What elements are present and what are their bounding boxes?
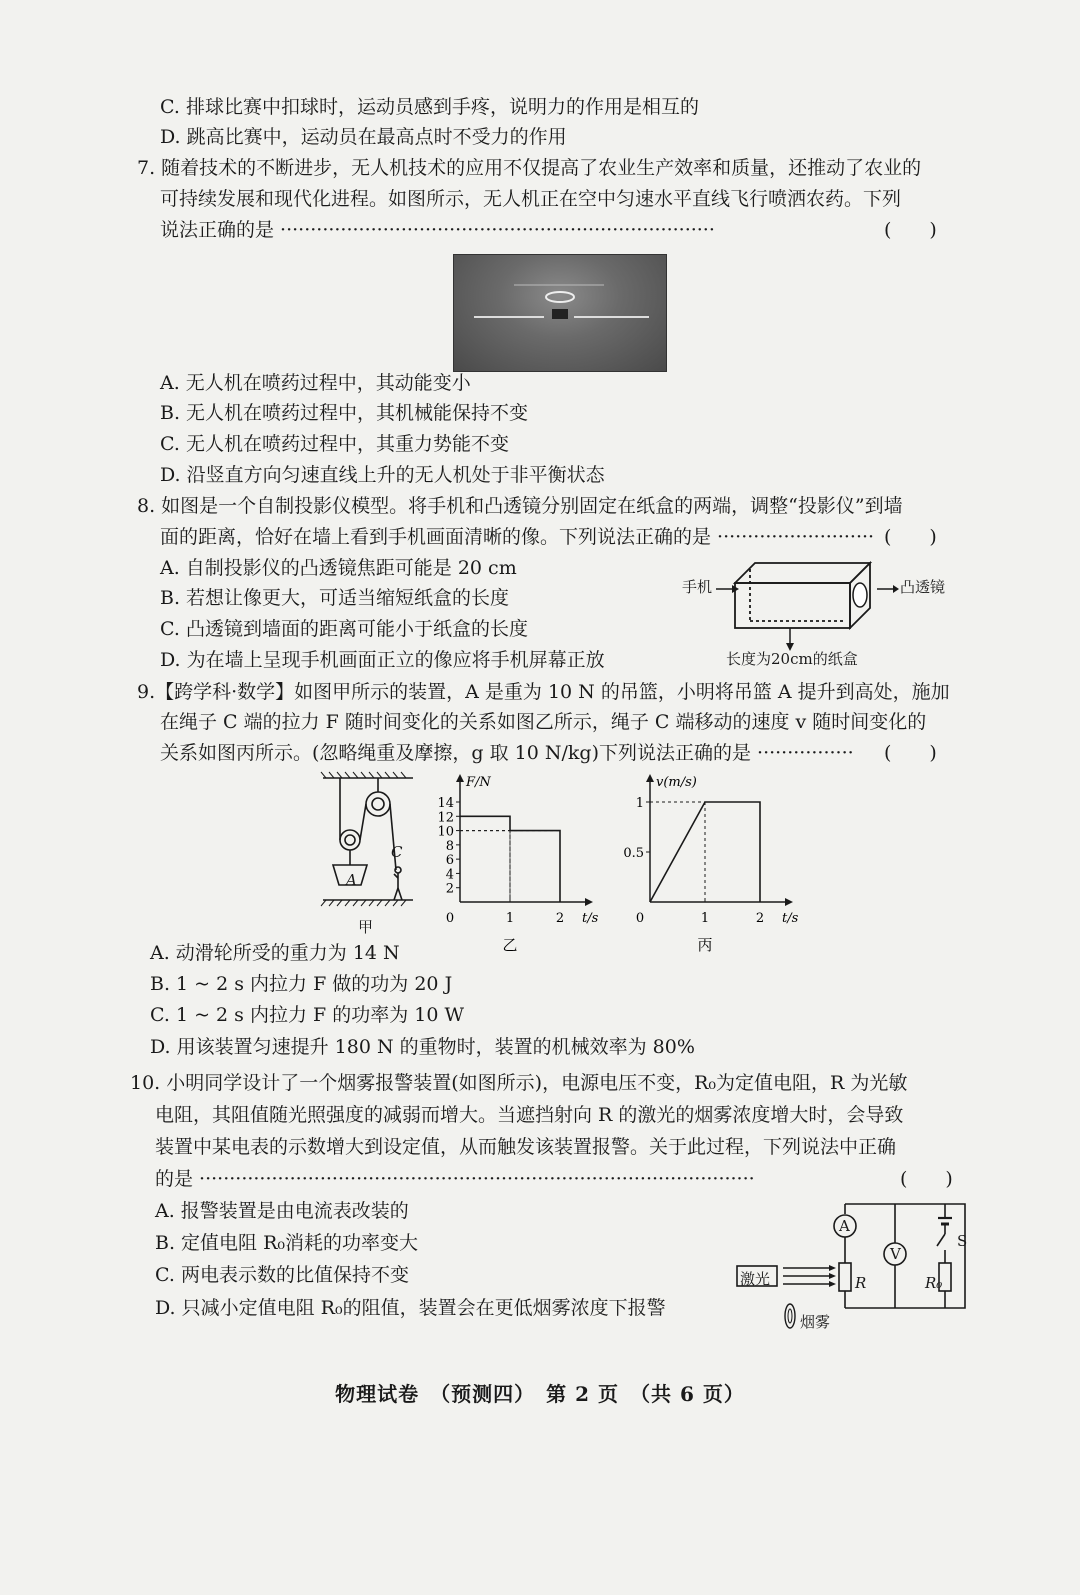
x-axis-label: t/s bbox=[582, 911, 599, 926]
q8-answer-bracket: ( ) bbox=[884, 526, 937, 548]
x-tick-label: 2 bbox=[755, 911, 765, 926]
smoke-label: 烟雾 bbox=[800, 1313, 831, 1331]
ammeter-label: A bbox=[839, 1217, 850, 1235]
velocity-time-chart bbox=[615, 770, 810, 954]
y-tick-label: 4 bbox=[445, 867, 454, 883]
q10-answer-bracket: ( ) bbox=[900, 1168, 953, 1190]
q7-option-a: A. 无人机在喷药过程中，其动能变小 bbox=[160, 372, 471, 394]
y-tick-label: 6 bbox=[445, 853, 454, 869]
phone-label: 手机 bbox=[682, 578, 713, 596]
x-axis-label: t/s bbox=[782, 911, 799, 926]
x-tick-label: 1 bbox=[700, 911, 710, 926]
box-caption: 长度为20cm的纸盒 bbox=[726, 650, 858, 668]
projector-box-figure bbox=[725, 555, 875, 655]
y-axis-arrow bbox=[456, 774, 464, 782]
q7-option-d: D. 沿竖直方向匀速直线上升的无人机处于非平衡状态 bbox=[160, 464, 605, 486]
q10-option-b: B. 定值电阻 R₀消耗的功率变大 bbox=[155, 1232, 419, 1254]
q7-answer-bracket: ( ) bbox=[884, 219, 937, 241]
q10-stem-line3: 装置中某电表的示数增大到设定值，从而触发该装置报警。关于此过程，下列说法中正确 bbox=[155, 1136, 897, 1158]
q10-stem-line4: 的是 ···························································································· bbox=[155, 1168, 755, 1190]
x-tick-label: 2 bbox=[555, 911, 565, 926]
x-tick-label: 0 bbox=[635, 911, 645, 926]
q9-option-c: C. 1 ~ 2 s 内拉力 F 的功率为 10 W bbox=[150, 1004, 464, 1026]
y-tick-label: 0.5 bbox=[623, 846, 644, 861]
pulley-system-figure bbox=[318, 770, 418, 915]
q10-stem-line1: 10. 小明同学设计了一个烟雾报警装置(如图所示)，电源电压不变，R₀为定值电阻，R 为光敏 bbox=[130, 1072, 908, 1094]
switch-label: S bbox=[957, 1232, 968, 1250]
smoke-alarm-circuit bbox=[735, 1188, 975, 1338]
resistor-r-label: R bbox=[855, 1274, 867, 1292]
y-tick-label: 14 bbox=[437, 796, 454, 811]
q7-option-c: C. 无人机在喷药过程中，其重力势能不变 bbox=[160, 433, 509, 455]
voltmeter-label: V bbox=[890, 1245, 901, 1263]
q7-stem-line2: 可持续发展和现代化进程。如图所示，无人机正在空中匀速水平直线飞行喷洒农药。下列 bbox=[160, 188, 902, 210]
basket-label: A bbox=[346, 871, 357, 889]
q7-option-b: B. 无人机在喷药过程中，其机械能保持不变 bbox=[160, 402, 529, 424]
lens-arrow-icon bbox=[875, 583, 899, 595]
chart-caption: 丙 bbox=[697, 936, 713, 954]
y-tick-label: 1 bbox=[635, 796, 644, 811]
q8-stem-line2: 面的距离，恰好在墙上看到手机画面清晰的像。下列说法正确的是 ·························· bbox=[160, 526, 875, 548]
x-axis-arrow bbox=[785, 898, 793, 906]
q9-option-b: B. 1 ~ 2 s 内拉力 F 做的功为 20 J bbox=[150, 973, 453, 995]
q9-stem-line2: 在绳子 C 端的拉力 F 随时间变化的关系如图乙所示，绳子 C 端移动的速度 v 随时间变化的 bbox=[160, 711, 927, 733]
q8-option-c: C. 凸透镜到墙面的距离可能小于纸盒的长度 bbox=[160, 618, 528, 640]
x-axis-arrow bbox=[585, 898, 593, 906]
q10-stem-line2: 电阻，其阻值随光照强度的减弱而增大。当遮挡射向 R 的激光的烟雾浓度增大时，会导致 bbox=[155, 1104, 904, 1126]
page-footer: 物理试卷 （预测四） 第 2 页 （共 6 页） bbox=[335, 1382, 745, 1406]
x-tick-label: 1 bbox=[505, 911, 515, 926]
lens-label: 凸透镜 bbox=[900, 578, 946, 596]
q9-answer-bracket: ( ) bbox=[884, 742, 937, 764]
q8-stem-line1: 8. 如图是一个自制投影仪模型。将手机和凸透镜分别固定在纸盒的两端，调整“投影仪”到墙 bbox=[137, 495, 903, 517]
y-tick-label: 12 bbox=[437, 810, 454, 826]
drone-photo bbox=[453, 254, 667, 372]
q9-option-a: A. 动滑轮所受的重力为 14 N bbox=[150, 942, 400, 964]
y-tick-label: 2 bbox=[445, 881, 454, 897]
chart-caption: 乙 bbox=[502, 936, 518, 954]
force-time-chart bbox=[430, 770, 610, 954]
y-axis-arrow bbox=[646, 774, 654, 782]
y-axis-label: v(m/s) bbox=[656, 775, 697, 790]
fig-jia-caption: 甲 bbox=[358, 918, 374, 936]
y-tick-label: 8 bbox=[445, 838, 454, 854]
q9-option-d: D. 用该装置匀速提升 180 N 的重物时，装置的机械效率为 80% bbox=[150, 1036, 695, 1058]
rope-end-label: C bbox=[391, 843, 403, 861]
q10-option-a: A. 报警装置是由电流表改装的 bbox=[155, 1200, 409, 1222]
y-tick-label: 10 bbox=[437, 824, 454, 840]
q10-option-c: C. 两电表示数的比值保持不变 bbox=[155, 1264, 409, 1286]
q7-stem-line1: 7. 随着技术的不断进步，无人机技术的应用不仅提高了农业生产效率和质量，还推动了农业的 bbox=[137, 157, 922, 179]
resistor-r0-label: R₀ bbox=[925, 1274, 943, 1292]
q9-stem-line1: 9.【跨学科·数学】如图甲所示的装置，A 是重为 10 N 的吊篮，小明将吊篮 A 提升到高处，施加 bbox=[137, 681, 950, 703]
q8-option-a: A. 自制投影仪的凸透镜焦距可能是 20 cm bbox=[160, 557, 517, 579]
q10-option-d: D. 只减小定值电阻 R₀的阻值，装置会在更低烟雾浓度下报警 bbox=[155, 1297, 666, 1319]
x-tick-label: 0 bbox=[445, 911, 455, 926]
laser-label: 激光 bbox=[740, 1270, 771, 1288]
q9-stem-line3: 关系如图丙所示。(忽略绳重及摩擦，g 取 10 N/kg)下列说法正确的是 ················ bbox=[160, 742, 854, 764]
q8-option-b: B. 若想让像更大，可适当缩短纸盒的长度 bbox=[160, 587, 510, 609]
q6-option-c: C. 排球比赛中扣球时，运动员感到手疼，说明力的作用是相互的 bbox=[160, 96, 699, 118]
y-axis-label: F/N bbox=[466, 775, 491, 790]
phone-arrow-icon bbox=[716, 583, 740, 595]
q8-option-d: D. 为在墙上呈现手机画面正立的像应将手机屏幕正放 bbox=[160, 649, 605, 671]
q6-option-d: D. 跳高比赛中，运动员在最高点时不受力的作用 bbox=[160, 126, 567, 148]
q7-stem-line3: 说法正确的是 ········································································ bbox=[160, 219, 715, 241]
